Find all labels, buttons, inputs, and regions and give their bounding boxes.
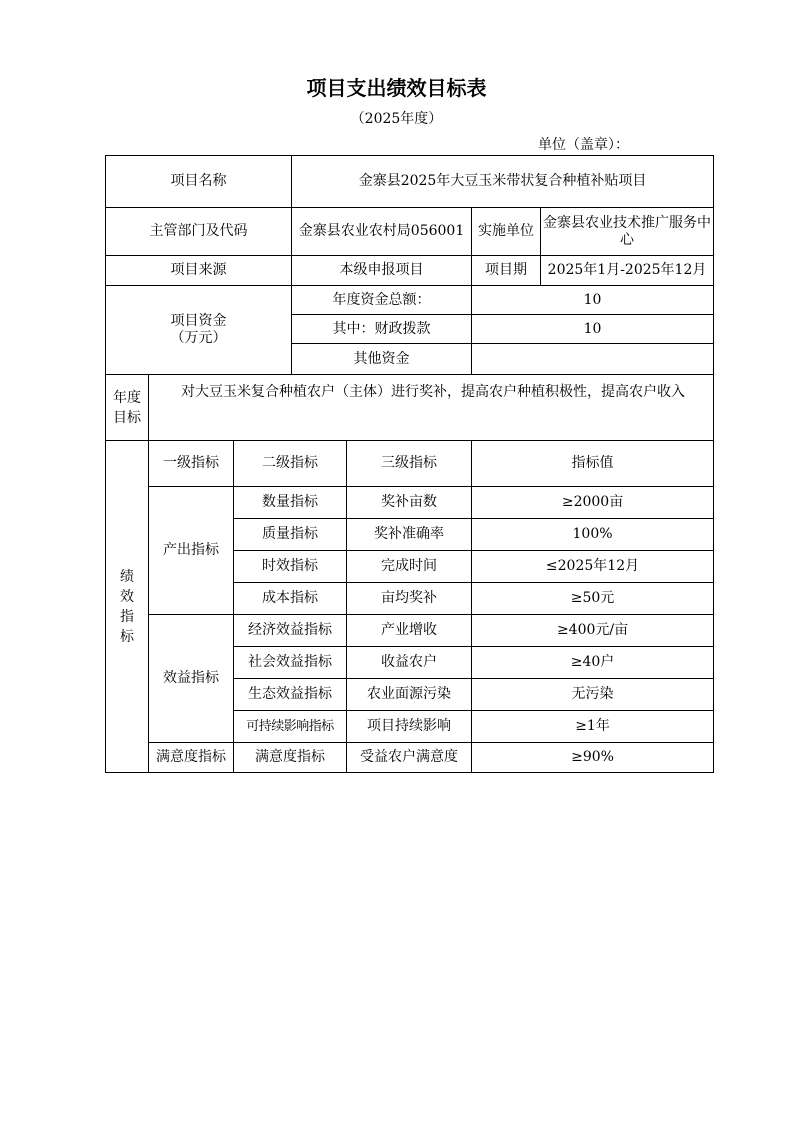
unit-label: 单位（盖章）： — [538, 137, 629, 153]
header-level1: 一级指标 — [149, 441, 234, 487]
output-level2: 质量指标 — [234, 519, 347, 551]
benefit-level3: 项目持续影响 — [347, 711, 472, 743]
benefit-indicator-label: 效益指标 — [149, 615, 234, 743]
satisfaction-value: ≥90% — [472, 743, 714, 773]
funds-fiscal-value: 10 — [472, 315, 714, 344]
project-name-label: 项目名称 — [106, 156, 292, 208]
output-level3: 亩均奖补 — [347, 583, 472, 615]
impl-unit-value: 金寨县农业技术推广服务中心 — [541, 208, 714, 256]
output-level2: 数量指标 — [234, 487, 347, 519]
output-level2: 时效指标 — [234, 551, 347, 583]
header-level2: 二级指标 — [234, 441, 347, 487]
satisfaction-level2: 满意度指标 — [234, 743, 347, 773]
output-indicator-label: 产出指标 — [149, 487, 234, 615]
benefit-level2: 生态效益指标 — [234, 679, 347, 711]
performance-table — [105, 155, 714, 773]
page-subtitle: （2025年度） — [350, 111, 443, 127]
funds-label-line2: （万元） — [170, 330, 227, 346]
annual-goal-label-line1: 年度 — [113, 389, 141, 406]
benefit-level2: 经济效益指标 — [234, 615, 347, 647]
funds-other-value — [472, 344, 714, 375]
funds-fiscal-label: 其中：财政拨款 — [292, 315, 472, 344]
header-value: 指标值 — [472, 441, 714, 487]
impl-unit-label: 实施单位 — [472, 208, 541, 256]
benefit-level3: 收益农户 — [347, 647, 472, 679]
department-value: 金寨县农业农村局056001 — [292, 208, 472, 256]
output-value: ≤2025年12月 — [472, 551, 714, 583]
benefit-level2: 社会效益指标 — [234, 647, 347, 679]
annual-goal-label — [106, 375, 149, 441]
funds-total-label: 年度资金总额： — [292, 286, 472, 315]
funds-label-line1: 项目资金 — [170, 313, 227, 329]
source-value: 本级申报项目 — [292, 256, 472, 286]
annual-goal-content: 对大豆玉米复合种植农户（主体）进行奖补，提高农户种植积极性，提高农户收入 — [181, 384, 685, 400]
output-value: ≥50元 — [472, 583, 714, 615]
funds-label — [106, 286, 292, 375]
annual-goal-text — [149, 375, 714, 441]
benefit-value: 无污染 — [472, 679, 714, 711]
project-name-value: 金寨县2025年大豆玉米带状复合种植补贴项目 — [292, 156, 714, 208]
section-char-1: 绩 — [120, 568, 134, 585]
department-label: 主管部门及代码 — [106, 208, 292, 256]
benefit-level3: 农业面源污染 — [347, 679, 472, 711]
satisfaction-level3: 受益农户满意度 — [347, 743, 472, 773]
section-char-3: 指 — [120, 608, 134, 625]
funds-total-value: 10 — [472, 286, 714, 315]
annual-goal-label-line2: 目标 — [113, 409, 141, 426]
output-level2: 成本指标 — [234, 583, 347, 615]
output-level3: 完成时间 — [347, 551, 472, 583]
page-title: 项目支出绩效目标表 — [306, 76, 487, 100]
output-value: ≥2000亩 — [472, 487, 714, 519]
benefit-value: ≥1年 — [472, 711, 714, 743]
period-label: 项目期 — [472, 256, 541, 286]
output-level3: 奖补亩数 — [347, 487, 472, 519]
benefit-level2: 可持续影响指标 — [234, 711, 347, 743]
source-label: 项目来源 — [106, 256, 292, 286]
section-char-2: 效 — [120, 588, 134, 605]
period-value: 2025年1月-2025年12月 — [541, 256, 714, 286]
benefit-level3: 产业增收 — [347, 615, 472, 647]
header-level3: 三级指标 — [347, 441, 472, 487]
output-level3: 奖补准确率 — [347, 519, 472, 551]
funds-other-label: 其他资金 — [292, 344, 472, 375]
benefit-value: ≥40户 — [472, 647, 714, 679]
output-value: 100% — [472, 519, 714, 551]
section-char-4: 标 — [120, 628, 134, 645]
indicator-section-label — [106, 441, 149, 773]
benefit-value: ≥400元/亩 — [472, 615, 714, 647]
satisfaction-level1: 满意度指标 — [149, 743, 234, 773]
